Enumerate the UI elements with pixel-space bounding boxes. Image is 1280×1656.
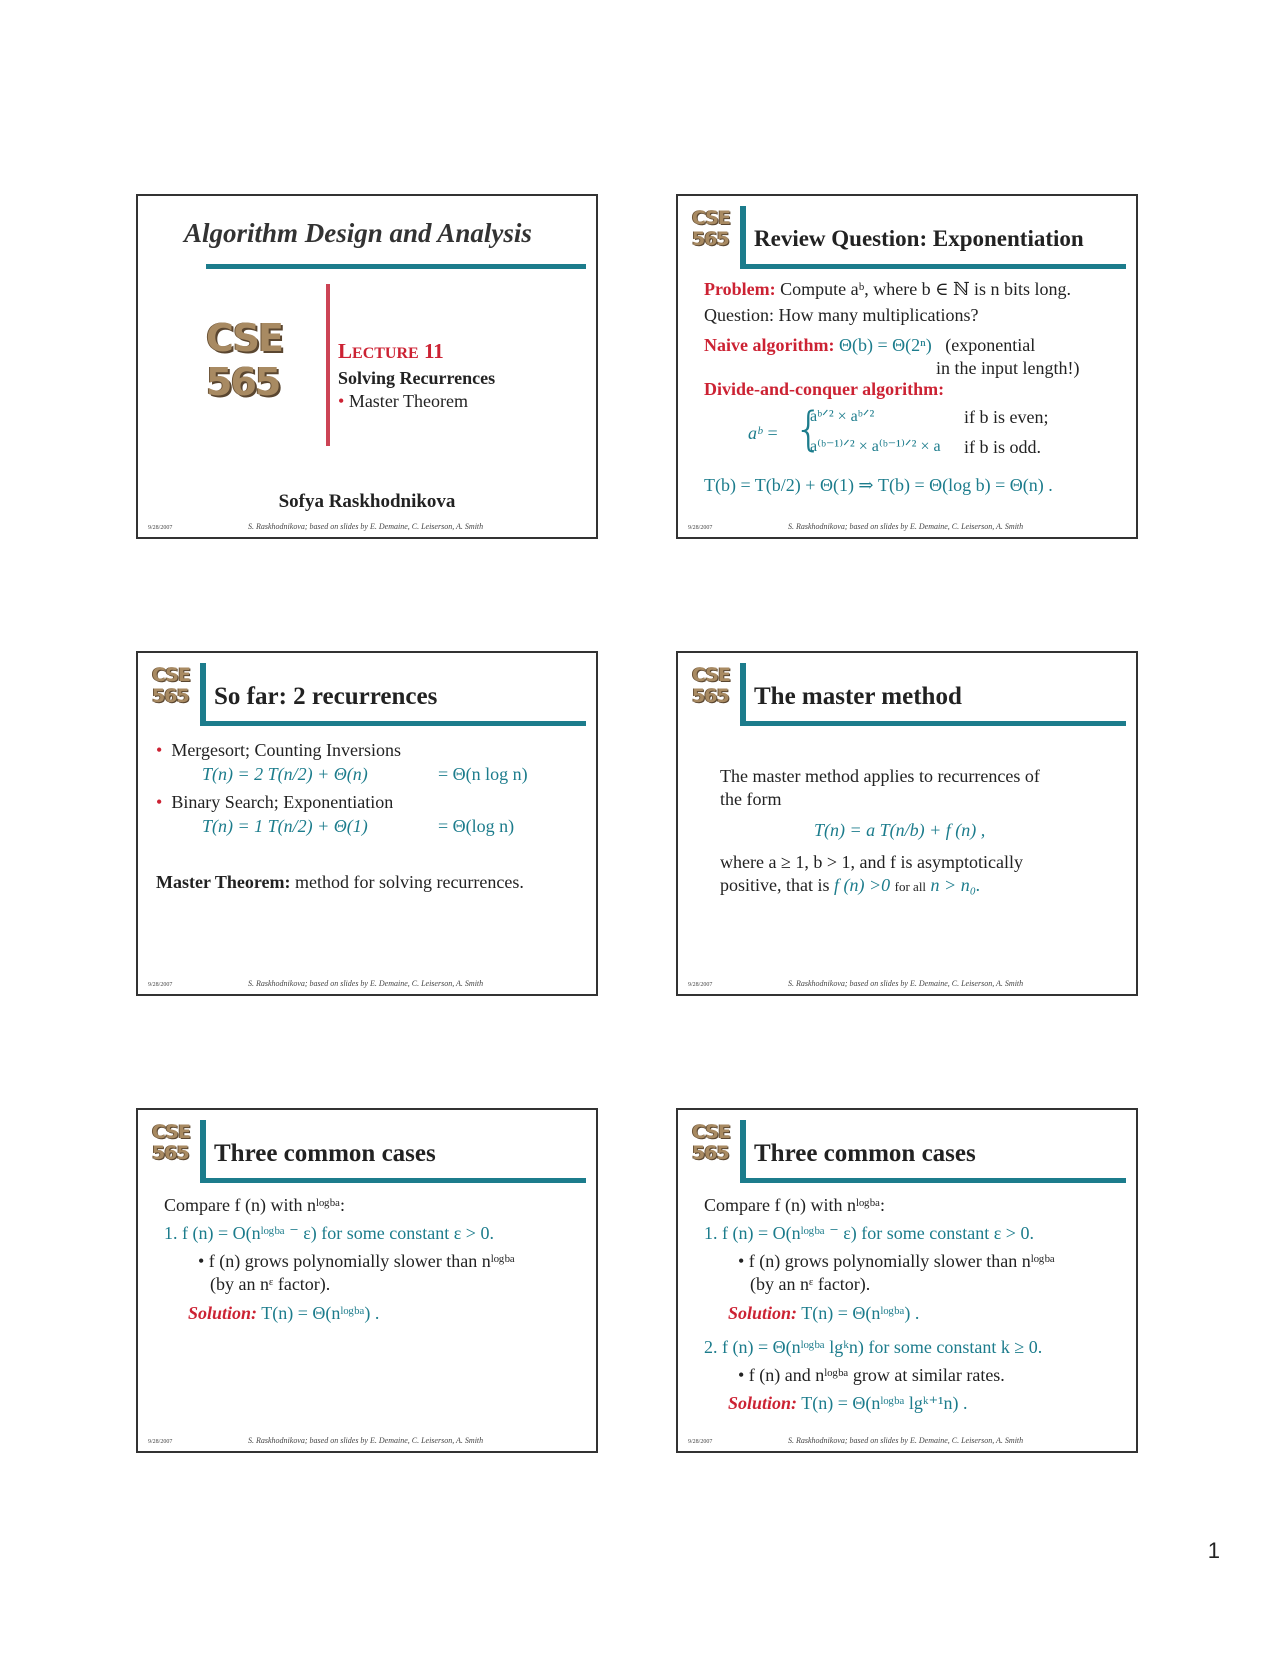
slide-date: 9/28/2007 <box>688 1439 713 1445</box>
slide-credit: S. Raskhodnikova; based on slides by E. Demaine, C. Leiserson, A. Smith <box>788 979 1024 988</box>
case-1-solution: Solution: T(n) = Θ(nˡᵒᵍᵇᵃ) . <box>188 1303 380 1323</box>
slide-credit: S. Raskhodnikova; based on slides by E. Demaine, C. Leiserson, A. Smith <box>248 979 484 988</box>
cse-565-logo: CSE 565 <box>152 1121 190 1164</box>
condition-line-1: where a ≥ 1, b > 1, and f is asymptotically <box>720 852 1023 872</box>
recurrence-2: T(n) = 1 T(n/2) + Θ(1) <box>202 816 368 836</box>
compare-line: Compare f (n) with nˡᵒᵍᵇᵃ: <box>164 1195 346 1215</box>
cse-565-logo: CSE 565 <box>692 207 730 250</box>
slide-date: 9/28/2007 <box>148 1439 173 1445</box>
author: Sofya Raskhodnikova <box>278 491 456 512</box>
intro-line-1: The master method applies to recurrences of <box>720 766 1040 786</box>
header-underline <box>200 1178 586 1183</box>
header-vertical-bar <box>200 663 206 725</box>
case-2-solution: Solution: T(n) = Θ(nˡᵒᵍᵇᵃ lgᵏ⁺¹n) . <box>728 1393 968 1413</box>
recurrence-1: T(n) = 2 T(n/2) + Θ(n) <box>202 764 368 784</box>
naive-line: Naive algorithm: Θ(b) = Θ(2ⁿ) (exponential <box>704 335 1036 355</box>
solution-1: = Θ(n log n) <box>438 764 528 784</box>
slide-title <box>136 194 598 539</box>
master-formula: T(n) = a T(n/b) + f (n) , <box>814 820 986 840</box>
case-even-cond: if b is even; <box>964 407 1049 427</box>
case-even: aᵇᐟ² × aᵇᐟ² <box>810 408 875 425</box>
slide-credit: S. Raskhodnikova; based on slides by E. Demaine, C. Leiserson, A. Smith <box>248 1436 484 1445</box>
slide-title-text: The master method <box>754 683 962 710</box>
slide-title-text: Three common cases <box>214 1140 436 1167</box>
header-underline <box>740 1178 1126 1183</box>
slide-date: 9/28/2007 <box>688 525 713 531</box>
case-odd-cond: if b is odd. <box>964 437 1042 457</box>
slide-date: 9/28/2007 <box>148 982 173 988</box>
title-underline <box>206 264 586 269</box>
slide-title-text: Three common cases <box>754 1140 976 1167</box>
header-underline <box>740 264 1126 269</box>
vertical-divider <box>326 284 330 446</box>
list-item: • Mergesort; Counting Inversions <box>156 740 401 760</box>
compare-line: Compare f (n) with nˡᵒᵍᵇᵃ: <box>704 1195 886 1215</box>
case-1-solution: Solution: T(n) = Θ(nˡᵒᵍᵇᵃ) . <box>728 1303 920 1323</box>
case-1-bullet: • f (n) grows polynomially slower than nˡᵒᵍᵇᵃ <box>738 1251 1055 1271</box>
header-vertical-bar <box>740 206 746 268</box>
slide-credit: S. Raskhodnikova; based on slides by E. Demaine, C. Leiserson, A. Smith <box>248 522 484 531</box>
case-1: 1. f (n) = O(nˡᵒᵍᵇᵃ ⁻ ε) for some constant ε > 0. <box>704 1223 1034 1243</box>
case-2: 2. f (n) = Θ(nˡᵒᵍᵇᵃ lgᵏn) for some constant k ≥ 0. <box>704 1337 1043 1357</box>
lecture-number: LECTURE 11 <box>338 339 444 363</box>
master-theorem-line: Master Theorem: method for solving recurrences. <box>156 872 524 892</box>
ab-lhs: aᵇ = <box>748 423 779 443</box>
case-1: 1. f (n) = O(nˡᵒᵍᵇᵃ ⁻ ε) for some constant ε > 0. <box>164 1223 494 1243</box>
slide-so-far <box>136 651 598 996</box>
case-1-bullet-cont: (by an nᵋ factor). <box>210 1274 331 1294</box>
case-2-bullet: • f (n) and nˡᵒᵍᵇᵃ grow at similar rates. <box>738 1365 1005 1385</box>
page-number: 1 <box>1207 1538 1220 1563</box>
slide-credit: S. Raskhodnikova; based on slides by E. Demaine, C. Leiserson, A. Smith <box>788 522 1024 531</box>
lecture-bullet: • Master Theorem <box>338 391 468 411</box>
header-underline <box>200 721 586 726</box>
question-line: Question: How many multiplications? <box>704 305 979 325</box>
slide-credit: S. Raskhodnikova; based on slides by E. Demaine, C. Leiserson, A. Smith <box>788 1436 1024 1445</box>
case-1-bullet: • f (n) grows polynomially slower than nˡᵒᵍᵇᵃ <box>198 1251 515 1271</box>
slide-master-method <box>676 651 1138 996</box>
slide-title-text: So far: 2 recurrences <box>214 683 438 710</box>
dc-label: Divide-and-conquer algorithm: <box>704 379 945 399</box>
slide-three-cases-a <box>136 1108 598 1453</box>
lecture-subtitle: Solving Recurrences <box>338 368 496 388</box>
solution-2: = Θ(log n) <box>438 816 515 836</box>
case-odd: a⁽ᵇ⁻¹⁾ᐟ² × a⁽ᵇ⁻¹⁾ᐟ² × a <box>810 438 941 455</box>
header-underline <box>740 721 1126 726</box>
naive-note: in the input length!) <box>936 358 1080 378</box>
cse-565-logo: CSE 565 <box>206 316 282 404</box>
header-vertical-bar <box>740 1120 746 1182</box>
slide-three-cases-b <box>676 1108 1138 1453</box>
slide-title-text: Review Question: Exponentiation <box>754 226 1084 251</box>
problem-line: Problem: Compute aᵇ, where b ∈ ℕ is n bits long. <box>704 279 1071 299</box>
header-vertical-bar <box>740 663 746 725</box>
cse-565-logo: CSE 565 <box>152 664 190 707</box>
slide-review-question <box>676 194 1138 539</box>
list-item: • Binary Search; Exponentiation <box>156 792 394 812</box>
case-1-bullet-cont: (by an nᵋ factor). <box>750 1274 871 1294</box>
brace-icon: { <box>794 402 824 456</box>
header-vertical-bar <box>200 1120 206 1182</box>
intro-line-2: the form <box>720 789 782 809</box>
cse-565-logo: CSE 565 <box>692 664 730 707</box>
result-formula: T(b) = T(b/2) + Θ(1) ⇒ T(b) = Θ(log b) = Θ(n) . <box>704 475 1053 495</box>
bullet-icon: • <box>338 391 345 411</box>
condition-line-2: positive, that is f (n) >0 for all n > n₀. <box>720 875 981 895</box>
slide-date: 9/28/2007 <box>688 982 713 988</box>
course-title: Algorithm Design and Analysis <box>184 218 532 248</box>
cse-565-logo: CSE 565 <box>692 1121 730 1164</box>
slide-date: 9/28/2007 <box>148 525 173 531</box>
